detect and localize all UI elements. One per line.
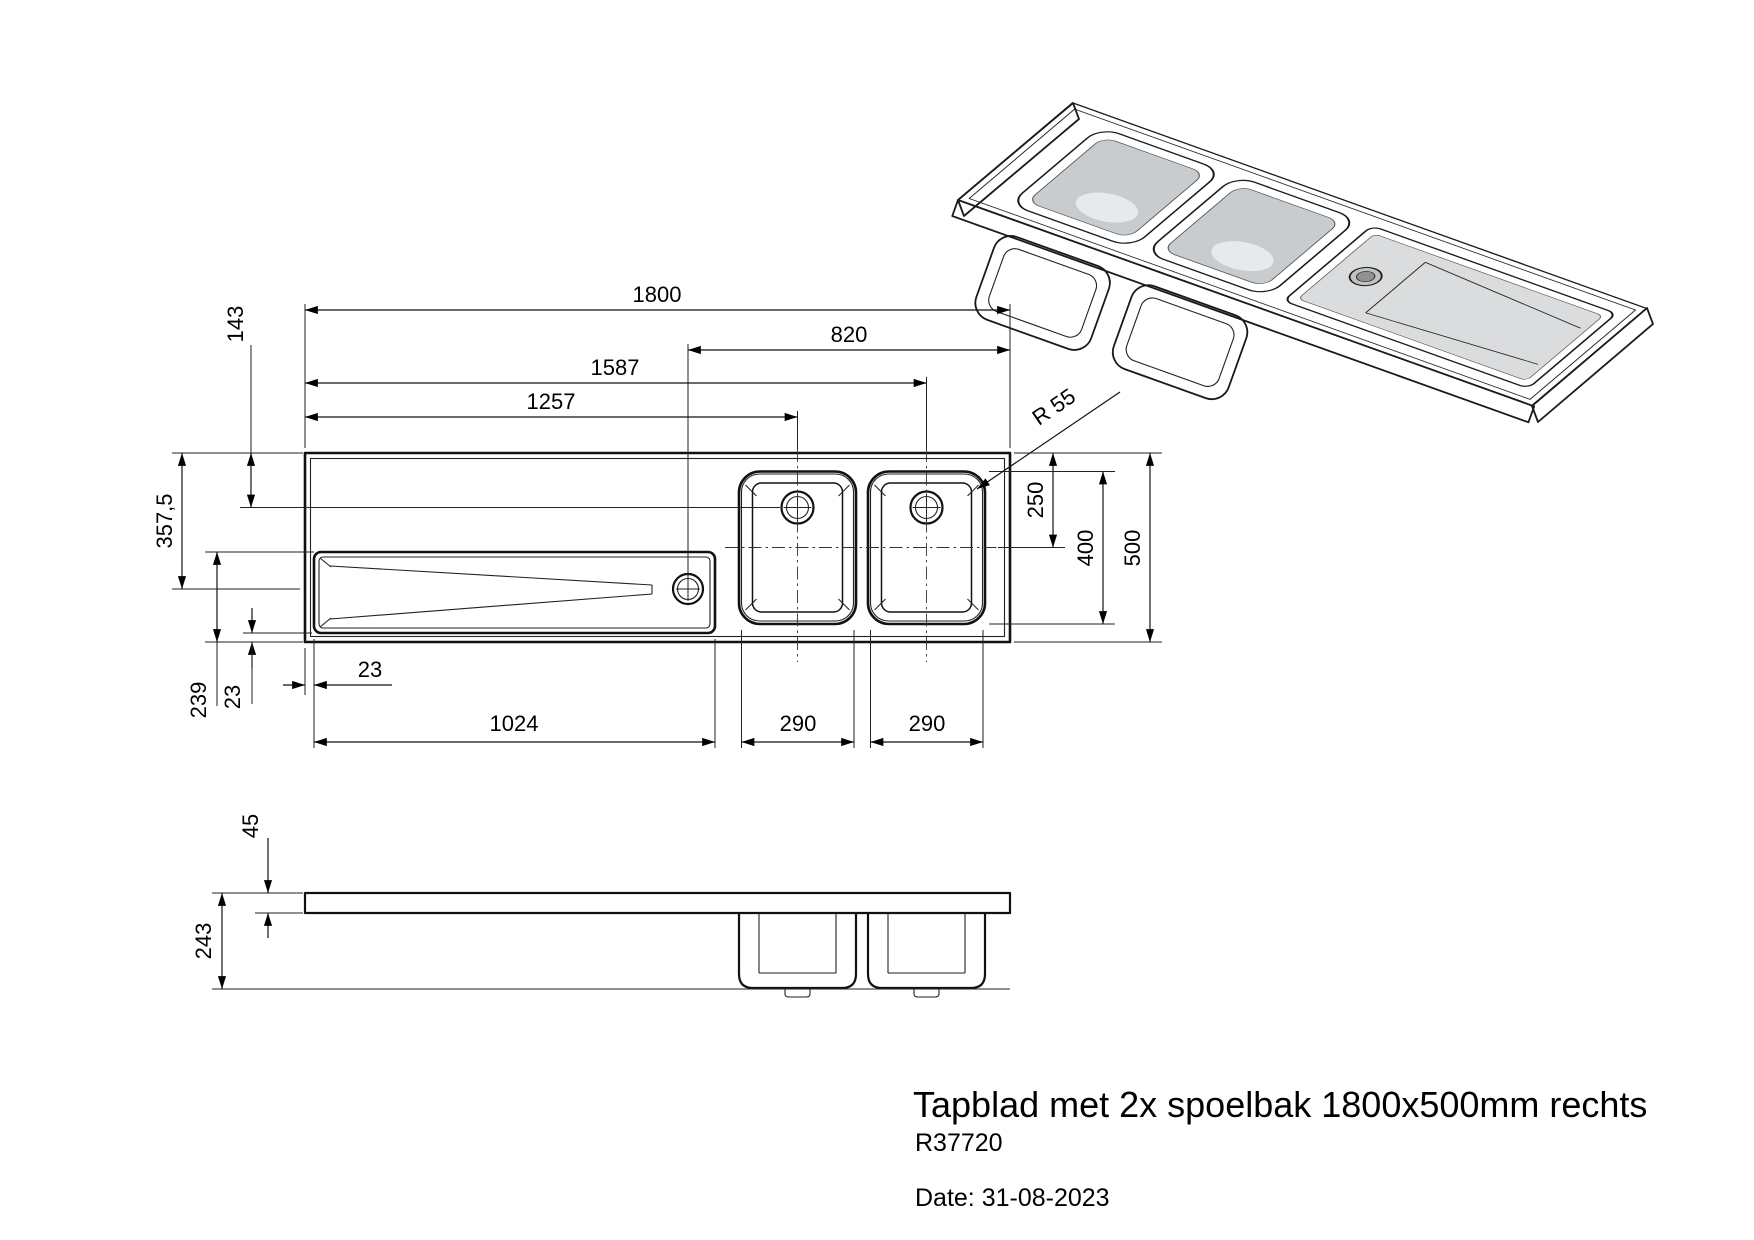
dim-label-143: 143 <box>223 305 248 343</box>
bowl-right <box>868 449 985 662</box>
dim-drainer-offset-vertical <box>220 608 312 709</box>
side-slab <box>305 893 1010 913</box>
dim-label-820: 820 <box>830 322 868 347</box>
dim-top-to-waste-holes <box>172 306 780 508</box>
drawing-date: Date: 31-08-2023 <box>915 1184 1110 1212</box>
dim-label-357-5: 357,5 <box>152 493 177 549</box>
side-view <box>191 814 1010 997</box>
dim-bowl2-center <box>305 355 927 449</box>
dim-label-1257: 1257 <box>526 389 576 414</box>
dim-drainer-offset-horizontal <box>283 639 392 748</box>
dim-label-500: 500 <box>1120 529 1145 567</box>
dim-label-290b: 290 <box>908 711 946 736</box>
dim-corner-radius <box>977 383 1120 489</box>
dim-label-250: 250 <box>1023 481 1048 519</box>
product-title: Tapblad met 2x spoelbak 1800x500mm rechts <box>913 1084 1648 1125</box>
dim-label-1587: 1587 <box>590 355 640 380</box>
plan-view <box>152 282 1162 748</box>
title-block <box>913 1084 1647 1212</box>
bowl-left <box>739 449 856 662</box>
iso-view <box>952 103 1653 422</box>
iso-drainer <box>1284 226 1617 389</box>
dim-label-1800: 1800 <box>632 282 682 307</box>
dim-label-1024: 1024 <box>489 711 539 736</box>
worktop-outline <box>305 453 1010 642</box>
dim-label-400: 400 <box>1073 529 1098 567</box>
dim-label-239: 239 <box>186 681 211 719</box>
product-code: R37720 <box>915 1129 1003 1157</box>
dim-label-45: 45 <box>238 813 263 839</box>
dim-label-290a: 290 <box>779 711 817 736</box>
dim-slab-thickness <box>238 814 268 938</box>
dim-bowl1-center <box>305 389 798 449</box>
side-bowl-right <box>868 913 985 997</box>
dim-top-to-drain <box>152 453 300 589</box>
side-bowl-left <box>739 913 856 997</box>
dim-total-length <box>305 282 1010 448</box>
dim-total-height <box>191 893 222 989</box>
dim-label-r55: R 55 <box>1027 383 1080 431</box>
drainer-recess <box>314 552 715 633</box>
dim-drainer-length <box>314 639 715 748</box>
dim-label-23h: 23 <box>357 657 383 682</box>
dim-label-243: 243 <box>191 922 216 960</box>
dim-drainer-back <box>186 552 314 718</box>
dim-label-23v: 23 <box>220 684 245 710</box>
